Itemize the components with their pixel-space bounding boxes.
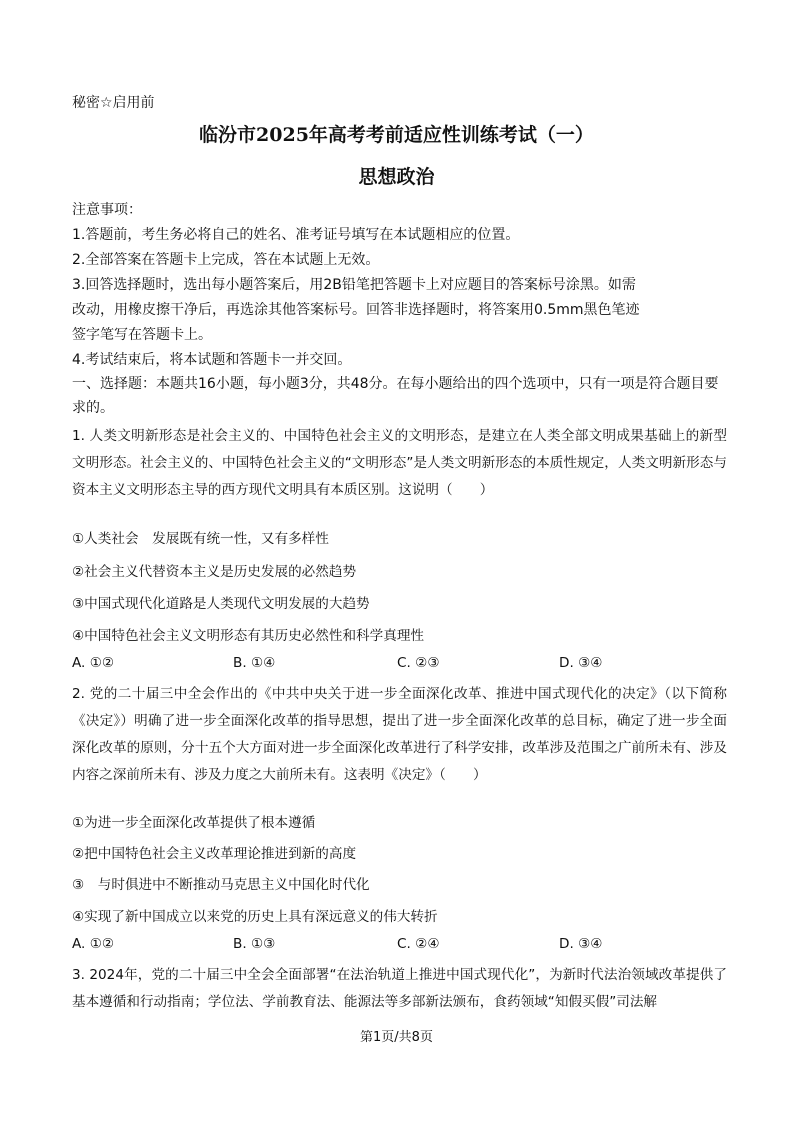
choice-b: B. ①③ — [233, 936, 276, 952]
question-1-option: ①人类社会 发展既有统一性，又有多样性 — [72, 531, 329, 547]
choice-a: A. ①② — [72, 655, 115, 671]
question-1-option: ②社会主义代替资本主义是历史发展的必然趋势 — [72, 564, 357, 580]
notice-item: 1.答题前，考生务必将自己的姓名、准考证号填写在本试题相应的位置。 — [72, 227, 520, 243]
question-2-option: ①为进一步全面深化改革提供了根本遵循 — [72, 815, 316, 831]
question-2-stem: 2. 党的二十届三中全会作出的《中共中央关于进一步全面深化改革、推进中国式现代化的决定》（以下简称《决定》）明确了进一步全面深化改革的指导思想，提出了进一步全面深化改革的总目标，确定了进一步全面深化改革的原则，分十五个大方面对进一步全面深化改革进行了科学安排，改革涉及范围之广前所未有、涉及内容之深前所未有、涉及力度之大前所未有。这表明《决定》（ ） — [72, 686, 727, 783]
choice-d: D. ③④ — [559, 936, 603, 952]
question-1-stem: 1. 人类文明新形态是社会主义的、中国特色社会主义的文明形态，是建立在人类全部文明成果基础上的新型文明形态。社会主义的、中国特色社会主义的“文明形态”是人类文明新形态的本质性规定，人类文明新形态与资本主义文明形态主导的西方现代文明具有本质区别。这说明（ ） — [72, 428, 727, 498]
question-1-option: ③中国式现代化道路是人类现代文明发展的大趋势 — [72, 596, 370, 612]
choice-a: A. ①② — [72, 936, 115, 952]
notice-item: 2.全部答案在答题卡上完成，答在本试题上无效。 — [72, 252, 380, 268]
notice-heading: 注意事项： — [72, 202, 142, 218]
notice-item: 签字笔写在答题卡上。 — [72, 327, 212, 343]
notice-block — [72, 198, 732, 373]
secret-mark: 秘密☆启用前 — [72, 95, 155, 111]
notice-item: 改动，用橡皮擦干净后，再选涂其他答案标号。回答非选择题时，将答案用0.5mm黑色笔迹 — [72, 302, 640, 318]
question-2-option: ③ 与时俱进中不断推动马克思主义中国化时代化 — [72, 877, 370, 893]
exam-title: 临汾市2025年高考考前适应性训练考试（一） — [199, 124, 594, 146]
notice-item: 4.考试结束后，将本试题和答题卡一并交回。 — [72, 352, 352, 368]
choice-c: C. ②③ — [397, 655, 440, 671]
notice-item: 3.回答选择题时，选出每小题答案后，用2B铅笔把答题卡上对应题目的答案标号涂黑。如需 — [72, 277, 636, 293]
question-2-option: ②把中国特色社会主义改革理论推进到新的高度 — [72, 846, 357, 862]
question-1-option: ④中国特色社会主义文明形态有其历史必然性和科学真理性 — [72, 628, 425, 644]
subject-title: 思想政治 — [358, 166, 435, 188]
choice-c: C. ②④ — [397, 936, 440, 952]
page-number: 第1页/共8页 — [360, 1030, 433, 1045]
choice-b: B. ①④ — [233, 655, 276, 671]
question-3-stem: 3. 2024年，党的二十届三中全会全面部署“在法治轨道上推进中国式现代化”，为新时代法治领域改革提供了基本遵循和行动指南；学位法、学前教育法、能源法等多部新法颁布，食药领域“知假买假”司法解 — [72, 967, 727, 1010]
choice-d: D. ③④ — [559, 655, 603, 671]
question-2-option: ④实现了新中国成立以来党的历史上具有深远意义的伟大转折 — [72, 909, 438, 925]
section-heading: 一、选择题：本题共16小题，每小题3分，共48分。在每小题给出的四个选项中，只有一项是符合题目要求的。 — [72, 376, 719, 416]
